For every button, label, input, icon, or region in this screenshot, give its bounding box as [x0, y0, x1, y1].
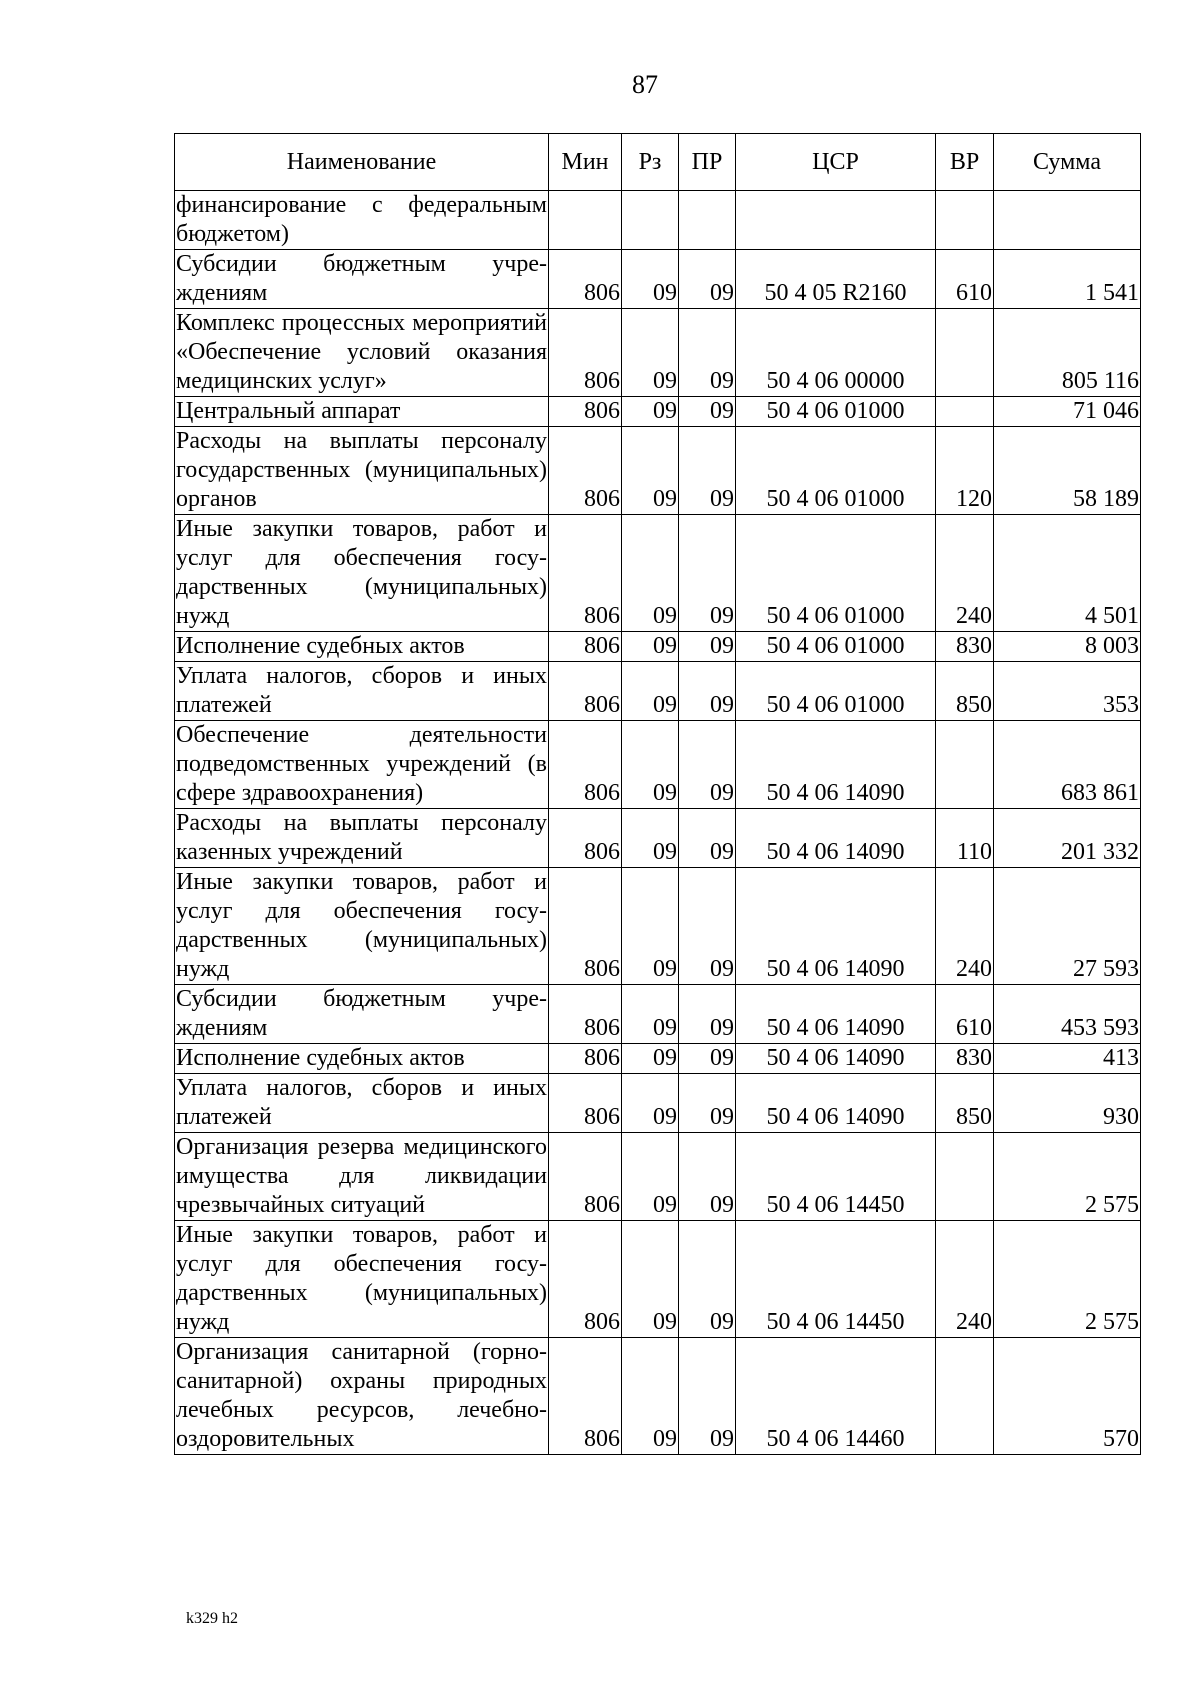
cell-min: 806 — [549, 1338, 622, 1455]
cell-sum — [994, 191, 1141, 250]
table-header-row — [175, 134, 1141, 191]
cell-vr: 850 — [936, 1074, 994, 1133]
cell-sum: 8 003 — [994, 632, 1141, 662]
cell-rz: 09 — [622, 809, 679, 868]
cell-pr: 09 — [679, 868, 736, 985]
cell-vr — [936, 721, 994, 809]
cell-rz: 09 — [622, 1338, 679, 1455]
page-number: 87 — [632, 70, 658, 99]
cell-rz: 09 — [622, 250, 679, 309]
cell-vr: 850 — [936, 662, 994, 721]
cell-pr: 09 — [679, 397, 736, 427]
cell-vr: 240 — [936, 1221, 994, 1338]
cell-csr: 50 4 06 14090 — [736, 985, 936, 1044]
cell-sum: 201 332 — [994, 809, 1141, 868]
table-row — [175, 632, 1141, 662]
cell-csr: 50 4 06 01000 — [736, 427, 936, 515]
cell-vr — [936, 397, 994, 427]
table-row — [175, 809, 1141, 868]
table-row — [175, 1338, 1141, 1455]
cell-pr: 09 — [679, 1074, 736, 1133]
cell-pr: 09 — [679, 250, 736, 309]
cell-sum: 570 — [994, 1338, 1141, 1455]
cell-rz: 09 — [622, 515, 679, 632]
table-row — [175, 397, 1141, 427]
cell-min: 806 — [549, 662, 622, 721]
cell-min: 806 — [549, 250, 622, 309]
cell-name: Организация резерва медицинского имущества для ликвидации чрезвычайных ситуаций — [175, 1133, 549, 1221]
cell-pr: 09 — [679, 809, 736, 868]
cell-sum: 2 575 — [994, 1133, 1141, 1221]
cell-csr: 50 4 06 01000 — [736, 515, 936, 632]
cell-rz: 09 — [622, 662, 679, 721]
cell-csr: 50 4 05 R2160 — [736, 250, 936, 309]
table-row — [175, 191, 1141, 250]
cell-rz: 09 — [622, 1133, 679, 1221]
cell-name: Комплекс процессных мероприятий «Обеспечение условий оказания медицинских услуг» — [175, 309, 549, 397]
cell-min: 806 — [549, 1221, 622, 1338]
cell-name: Исполнение судебных актов — [175, 632, 549, 662]
table-row — [175, 515, 1141, 632]
header-rz: Рз — [622, 134, 679, 191]
cell-pr: 09 — [679, 427, 736, 515]
cell-vr: 240 — [936, 868, 994, 985]
cell-sum: 58 189 — [994, 427, 1141, 515]
cell-csr: 50 4 06 14090 — [736, 1074, 936, 1133]
cell-name: Уплата налогов, сборов и иных платежей — [175, 1074, 549, 1133]
cell-name: Субсидии бюджетным учреждениям — [175, 985, 549, 1044]
cell-rz: 09 — [622, 632, 679, 662]
table-row — [175, 662, 1141, 721]
cell-vr — [936, 1133, 994, 1221]
header-sum: Сумма — [994, 134, 1141, 191]
cell-csr: 50 4 06 14090 — [736, 868, 936, 985]
cell-name: Уплата налогов, сборов и иных платежей — [175, 662, 549, 721]
cell-name: Иные закупки товаров, работ и услуг для обеспечения государственных (муниципальных) нужд — [175, 868, 549, 985]
cell-csr: 50 4 06 14460 — [736, 1338, 936, 1455]
header-csr: ЦСР — [736, 134, 936, 191]
header-name: Наименование — [175, 134, 549, 191]
cell-min: 806 — [549, 1044, 622, 1074]
cell-min — [549, 191, 622, 250]
cell-csr — [736, 191, 936, 250]
table-row — [175, 1044, 1141, 1074]
cell-rz: 09 — [622, 985, 679, 1044]
cell-vr: 610 — [936, 250, 994, 309]
cell-min: 806 — [549, 868, 622, 985]
cell-sum: 683 861 — [994, 721, 1141, 809]
cell-sum: 805 116 — [994, 309, 1141, 397]
cell-vr: 110 — [936, 809, 994, 868]
cell-min: 806 — [549, 397, 622, 427]
cell-name: Расходы на выплаты персоналу казенных учреждений — [175, 809, 549, 868]
cell-pr: 09 — [679, 1133, 736, 1221]
cell-pr: 09 — [679, 721, 736, 809]
header-vr: ВР — [936, 134, 994, 191]
cell-name: Иные закупки товаров, работ и услуг для обеспечения государственных (муниципальных) нужд — [175, 515, 549, 632]
table-row — [175, 1074, 1141, 1133]
header-min: Мин — [549, 134, 622, 191]
cell-csr: 50 4 06 14450 — [736, 1133, 936, 1221]
cell-csr: 50 4 06 14090 — [736, 721, 936, 809]
budget-table — [174, 133, 1141, 1455]
cell-vr: 610 — [936, 985, 994, 1044]
cell-vr: 830 — [936, 1044, 994, 1074]
cell-pr: 09 — [679, 515, 736, 632]
cell-min: 806 — [549, 309, 622, 397]
cell-vr — [936, 309, 994, 397]
cell-vr: 120 — [936, 427, 994, 515]
cell-pr: 09 — [679, 1044, 736, 1074]
cell-pr: 09 — [679, 662, 736, 721]
cell-pr: 09 — [679, 1221, 736, 1338]
table-row — [175, 868, 1141, 985]
cell-name: Центральный аппарат — [175, 397, 549, 427]
cell-min: 806 — [549, 809, 622, 868]
header-pr: ПР — [679, 134, 736, 191]
cell-pr: 09 — [679, 985, 736, 1044]
cell-rz: 09 — [622, 1221, 679, 1338]
cell-sum: 413 — [994, 1044, 1141, 1074]
cell-name: Расходы на выплаты персоналу государственных (муниципальных) органов — [175, 427, 549, 515]
table-row — [175, 250, 1141, 309]
table-body — [175, 191, 1141, 1455]
cell-name: Субсидии бюджетным учреждениям — [175, 250, 549, 309]
cell-csr: 50 4 06 01000 — [736, 397, 936, 427]
cell-min: 806 — [549, 632, 622, 662]
cell-min: 806 — [549, 515, 622, 632]
table-row — [175, 721, 1141, 809]
cell-rz: 09 — [622, 1074, 679, 1133]
cell-sum: 930 — [994, 1074, 1141, 1133]
cell-csr: 50 4 06 14090 — [736, 809, 936, 868]
cell-min: 806 — [549, 427, 622, 515]
cell-rz: 09 — [622, 1044, 679, 1074]
cell-pr: 09 — [679, 632, 736, 662]
cell-vr — [936, 1338, 994, 1455]
cell-min: 806 — [549, 721, 622, 809]
cell-rz: 09 — [622, 427, 679, 515]
cell-csr: 50 4 06 01000 — [736, 662, 936, 721]
footer-code: k329 h2 — [186, 1610, 238, 1627]
cell-rz: 09 — [622, 309, 679, 397]
cell-min: 806 — [549, 1074, 622, 1133]
cell-rz: 09 — [622, 868, 679, 985]
table-row — [175, 1133, 1141, 1221]
cell-csr: 50 4 06 01000 — [736, 632, 936, 662]
cell-name: финансирование с федеральным бюджетом) — [175, 191, 549, 250]
cell-pr: 09 — [679, 1338, 736, 1455]
table-row — [175, 1221, 1141, 1338]
table-row — [175, 427, 1141, 515]
cell-sum: 71 046 — [994, 397, 1141, 427]
table-row — [175, 985, 1141, 1044]
cell-name: Организация санитарной (горно-санитарной) охраны природных лечебных ресурсов, лечебно-оздоровительных — [175, 1338, 549, 1455]
cell-sum: 27 593 — [994, 868, 1141, 985]
cell-vr — [936, 191, 994, 250]
cell-name: Обеспечение деятельности подведомственных учреждений (в сфере здравоохранения) — [175, 721, 549, 809]
cell-pr: 09 — [679, 309, 736, 397]
cell-min: 806 — [549, 985, 622, 1044]
cell-name: Иные закупки товаров, работ и услуг для обеспечения государственных (муниципальных) нужд — [175, 1221, 549, 1338]
cell-vr: 830 — [936, 632, 994, 662]
cell-csr: 50 4 06 14450 — [736, 1221, 936, 1338]
cell-rz: 09 — [622, 721, 679, 809]
cell-rz: 09 — [622, 397, 679, 427]
cell-pr — [679, 191, 736, 250]
cell-name: Исполнение судебных актов — [175, 1044, 549, 1074]
cell-min: 806 — [549, 1133, 622, 1221]
cell-sum: 1 541 — [994, 250, 1141, 309]
cell-csr: 50 4 06 14090 — [736, 1044, 936, 1074]
cell-sum: 453 593 — [994, 985, 1141, 1044]
cell-rz — [622, 191, 679, 250]
cell-sum: 4 501 — [994, 515, 1141, 632]
cell-vr: 240 — [936, 515, 994, 632]
cell-csr: 50 4 06 00000 — [736, 309, 936, 397]
cell-sum: 2 575 — [994, 1221, 1141, 1338]
table-row — [175, 309, 1141, 397]
cell-sum: 353 — [994, 662, 1141, 721]
